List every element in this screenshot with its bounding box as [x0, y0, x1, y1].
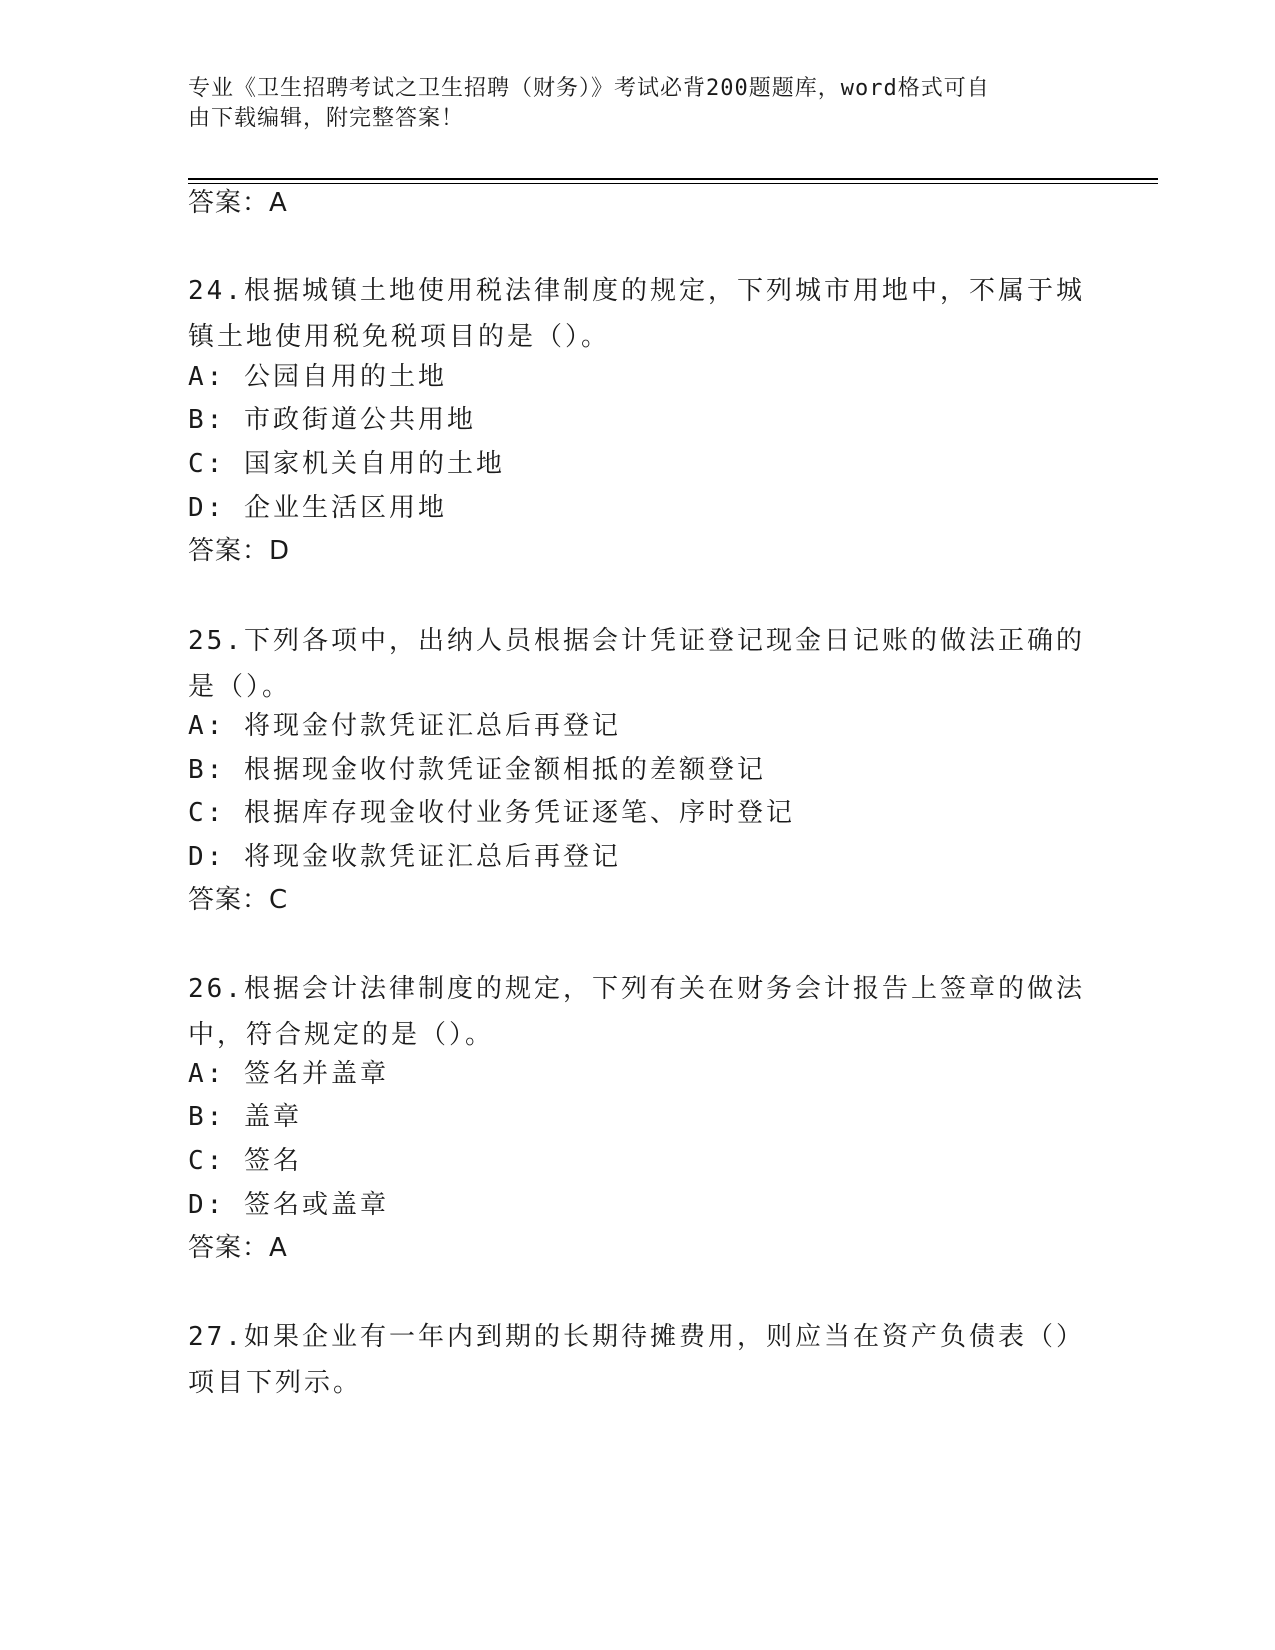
question-24-option-a: A: 公园自用的土地	[188, 362, 447, 392]
question-27-stem	[188, 1314, 1088, 1406]
question-25-option-d: D: 将现金收款凭证汇总后再登记	[188, 842, 621, 872]
question-24-stem-line-1: 24.根据城镇土地使用税法律制度的规定，下列城市用地中，不属于城	[188, 276, 1085, 306]
question-25-option-c: C: 根据库存现金收付业务凭证逐笔、序时登记	[188, 798, 795, 828]
question-24-option-d: D: 企业生活区用地	[188, 493, 447, 523]
header-rule-thin	[188, 183, 1158, 184]
question-25-stem-line-1: 25.下列各项中，出纳人员根据会计凭证登记现金日记账的做法正确的	[188, 626, 1085, 656]
question-26-stem-line-1: 26.根据会计法律制度的规定，下列有关在财务会计报告上签章的做法	[188, 974, 1085, 1004]
previous-answer: 答案：A	[188, 188, 288, 218]
question-26-option-d: D: 签名或盖章	[188, 1190, 389, 1220]
question-26-stem-line-2: 中，符合规定的是（）。	[188, 1020, 495, 1050]
question-24-stem	[188, 268, 1088, 360]
question-27-stem-line-2: 项目下列示。	[188, 1368, 363, 1398]
header-line-1: 专业《卫生招聘考试之卫生招聘（财务）》考试必背200题题库，word格式可自	[188, 76, 990, 101]
question-27-stem-line-1: 27.如果企业有一年内到期的长期待摊费用，则应当在资产负债表（）	[188, 1322, 1085, 1352]
question-26-option-c: C: 签名	[188, 1146, 302, 1176]
question-24-option-b: B: 市政街道公共用地	[188, 405, 476, 435]
question-24-stem-line-2: 镇土地使用税免税项目的是（）。	[188, 322, 611, 352]
question-26-answer: 答案：A	[188, 1233, 288, 1263]
question-26-option-b: B: 盖章	[188, 1102, 302, 1132]
header-rule-thick	[188, 178, 1158, 180]
question-25-option-b: B: 根据现金收付款凭证金额相抵的差额登记	[188, 755, 766, 785]
question-25-stem	[188, 618, 1088, 710]
question-25-answer: 答案：C	[188, 885, 289, 915]
header-line-2: 由下载编辑，附完整答案！	[188, 106, 465, 131]
question-25-option-a: A: 将现金付款凭证汇总后再登记	[188, 711, 621, 741]
question-25-stem-line-2: 是（）。	[188, 672, 292, 702]
question-26-stem	[188, 966, 1088, 1058]
document-header	[188, 74, 1068, 134]
question-24-option-c: C: 国家机关自用的土地	[188, 449, 505, 479]
question-24-answer: 答案：D	[188, 536, 291, 566]
question-26-option-a: A: 签名并盖章	[188, 1059, 389, 1089]
